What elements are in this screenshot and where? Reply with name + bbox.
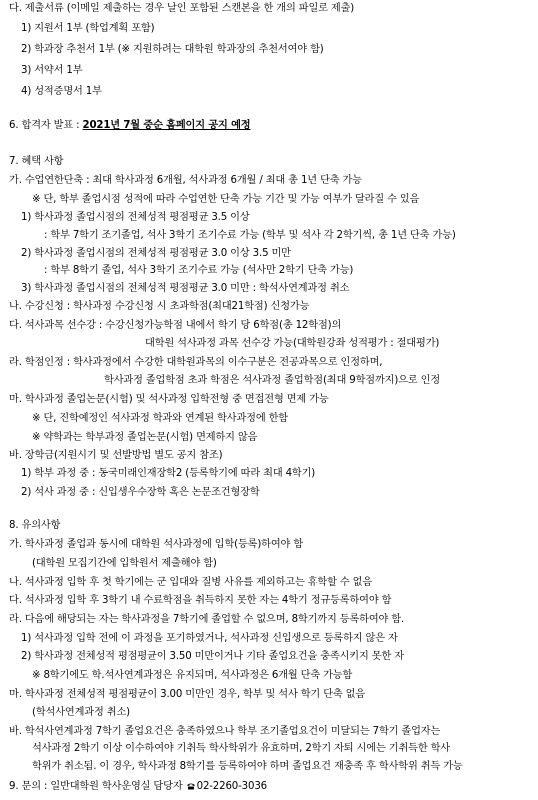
notes-heading: 8. 유의사항 <box>9 520 61 531</box>
benefit-line-3: 1) 학사과정 졸업시점의 전체성적 평점평균 3.5 이상 <box>21 212 250 223</box>
benefit-line-5: 2) 학사과정 졸업시점의 전체성적 평점평균 3.0 이상 3.5 미만 <box>21 248 291 259</box>
contact-phone: 02-2260-3036 <box>196 781 267 792</box>
benefit-line-16: 바. 장학금(지원시기 및 선발방법 별도 공지 참조) <box>9 450 223 461</box>
note-line-11: 바. 학석사연계과정 7학기 졸업요건은 충족하였으나 학부 조기졸업요건이 미달되는 7학기 졸업자는 <box>9 726 441 737</box>
benefit-line-15: ※ 약학과는 학부과정 졸업논문(시험) 면제하지 않음 <box>32 432 258 443</box>
docs-item-2: 2) 학과장 추천서 1부 (※ 지원하려는 대학원 학과장의 추천서여야 함) <box>21 44 324 55</box>
docs-item-3: 3) 서약서 1부 <box>21 65 83 76</box>
note-line-8: ※ 8학기에도 학.석사연계과정은 유지되며, 석사과정은 6개월 단축 가능함 <box>32 670 353 681</box>
note-line-9: 마. 학사과정 전체성적 평점평균이 3.00 미만인 경우, 학부 및 석사 학기 단축 없음 <box>9 689 366 700</box>
contact-line <box>9 780 267 794</box>
announcement <box>9 119 250 133</box>
note-line-10: (학석사연계과정 취소) <box>32 707 130 718</box>
benefit-line-2: ※ 단, 학부 졸업시점 성적에 따라 수업연한 단축 가능 기간 및 가능 여부가 달라질 수 있음 <box>32 194 420 205</box>
benefit-line-7: 3) 학사과정 졸업시점의 전체성적 평점평균 3.0 미만 : 학석사연계과정 취소 <box>21 283 350 294</box>
phone-icon <box>186 782 196 790</box>
benefit-line-11: 라. 학점인정 : 학사과정에서 수강한 대학원과목의 이수구분은 전공과목으로 인정하며, <box>9 357 383 368</box>
docs-item-1: 1) 지원서 1부 (학업계획 포함) <box>21 23 155 34</box>
benefit-line-13: 마. 학사과정 졸업논문(시험) 및 석사과정 입학전형 중 면접전형 면제 가능 <box>9 394 329 405</box>
note-line-3: 나. 석사과정 입학 후 첫 학기에는 군 입대와 질병 사유를 제외하고는 휴학할 수 없음 <box>9 577 373 588</box>
benefit-line-8: 나. 수강신청 : 학사과정 수강신청 시 초과학점(최대21학점) 신청가능 <box>9 301 310 312</box>
contact-label: 9. 문의 : 일반대학원 학사운영실 담당자 <box>9 781 186 792</box>
benefit-line-12: 학사과정 졸업학점 초과 학점은 석사과정 졸업학점(최대 9학점까지)으로 인정 <box>104 375 441 386</box>
note-line-12: 석사과정 2학기 이상 이수하여야 기취득 학사학위가 유효하며, 2학기 자퇴 시에는 기취득한 학사 <box>32 743 450 754</box>
note-line-5: 라. 다음에 해당되는 자는 학사과정을 7학기에 졸업할 수 없으며, 8학기까지 등록하여야 함. <box>9 614 405 625</box>
benefit-line-6: : 학부 8학기 졸업, 석사 3학기 조기수료 가능 (석사만 2학기 단축 가능) <box>44 265 354 276</box>
note-line-4: 다. 석사과정 입학 후 3학기 내 수료학점을 취득하지 못한 자는 4학기 정규등록하여야 함 <box>9 595 392 606</box>
benefit-line-18: 2) 석사 과정 중 : 신입생우수장학 혹은 논문조건형장학 <box>21 487 260 498</box>
benefits-heading: 7. 혜택 사항 <box>9 156 64 167</box>
benefit-line-17: 1) 학부 과정 중 : 동국미래인재장학2 (등록학기에 따라 최대 4학기) <box>21 468 316 479</box>
note-line-6: 1) 석사과정 입학 전에 이 과정을 포기하였거나, 석사과정 신입생으로 등록하지 않은 자 <box>21 633 398 644</box>
note-line-7: 2) 학사과정 전체성적 평점평균이 3.50 미만이거나 기타 졸업요건을 충족시키지 못한 자 <box>21 651 404 662</box>
docs-item-4: 4) 성적증명서 1부 <box>21 86 102 97</box>
note-line-1: 가. 학사과정 졸업과 동시에 대학원 석사과정에 입학(등록)하여야 함 <box>9 539 304 550</box>
benefit-line-9: 다. 석사과목 선수강 : 수강신청가능학점 내에서 학기 당 6학점(총 12학점)의 <box>9 320 342 331</box>
docs-heading: 다. 제출서류 (이메일 제출하는 경우 날인 포함된 스캔본을 한 개의 파일로 제출) <box>9 3 355 14</box>
note-line-2: (대학원 모집기간에 입학원서 제출해야 함) <box>32 558 217 569</box>
benefit-line-14: ※ 단, 진학예정인 석사과정 학과와 연계된 학사과정에 한함 <box>32 413 288 424</box>
benefit-line-10: 대학원 석사과정 과목 선수강 가능(대학원강좌 성적평가 : 절대평가) <box>145 338 440 349</box>
announcement-date: 2021년 7월 중순 홈페이지 공지 예정 <box>82 120 251 131</box>
note-line-13: 학위가 취소됨. 이 경우, 학사과정 8학기를 등록하여야 하며 졸업요건 재충족 후 학사학위 취득 가능 <box>32 761 463 772</box>
benefit-line-1: 가. 수업연한단축 : 최대 학사과정 6개월, 석사과정 6개월 / 최대 총 1년 단축 가능 <box>9 175 362 186</box>
benefit-line-4: : 학부 7학기 조기졸업, 석사 3학기 조기수료 가능 (학부 및 석사 각 2학기씩, 총 1년 단축 가능) <box>44 230 456 241</box>
announcement-label: 6. 합격자 발표 : <box>9 120 83 131</box>
